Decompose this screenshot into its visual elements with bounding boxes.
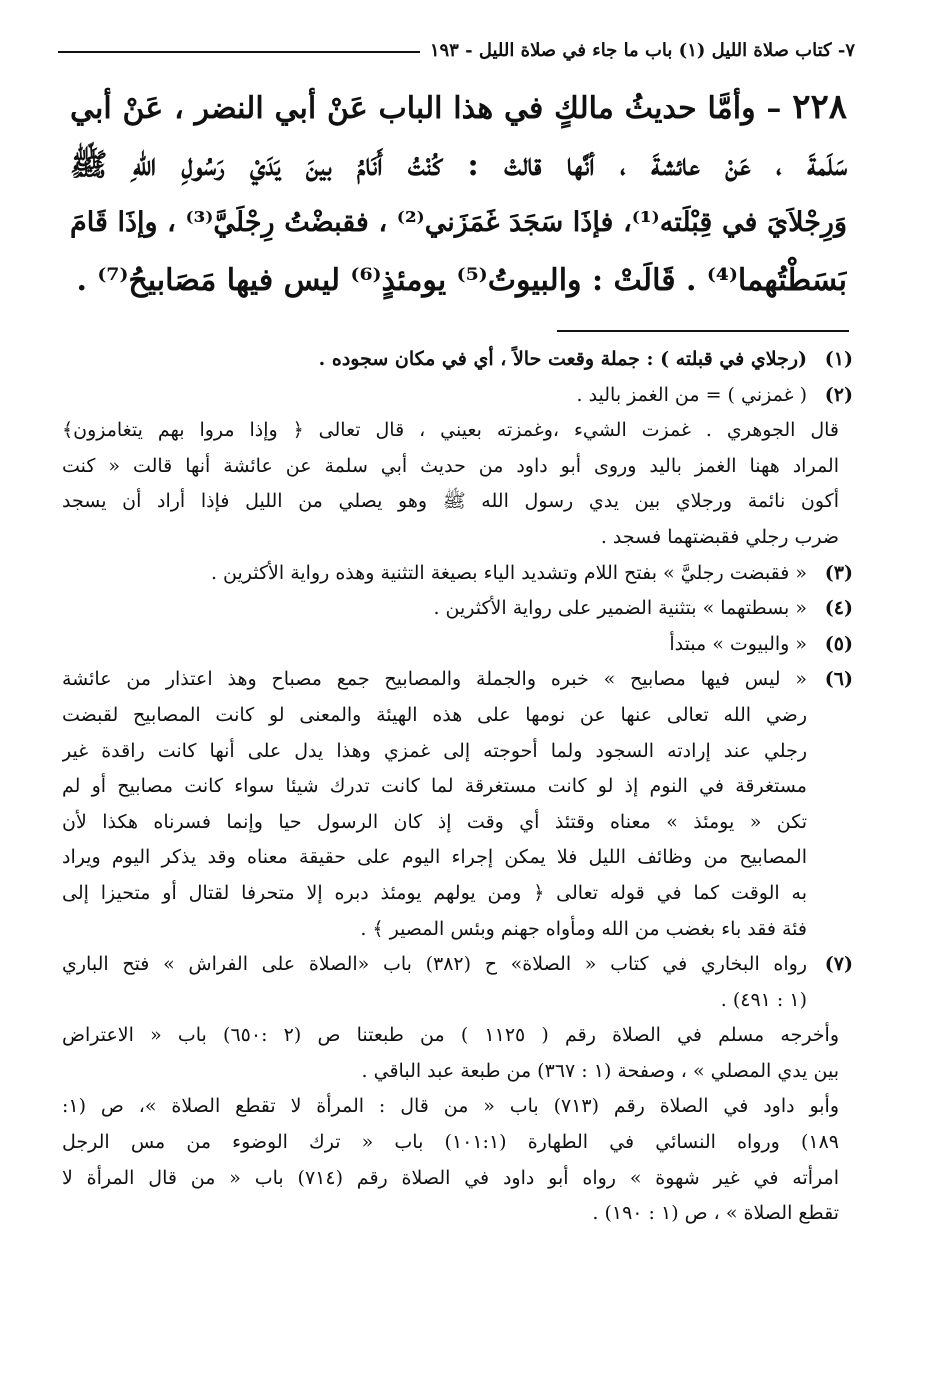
hadith-line-text: – وأمَّا حديثُ مالكٍ في هذا الباب عَنْ أبي النضر ، عَنْ أبي — [70, 91, 782, 126]
footnote-number: (٤) — [824, 597, 853, 620]
footnotes — [62, 342, 853, 1232]
header-rule — [58, 51, 420, 53]
footnote-line: فئة فقد باء بغضب من الله ومأواه جهنم وبئس المصير ﴾ . — [360, 917, 807, 940]
footnote-7-continuation-abudawud — [62, 1089, 853, 1231]
footnote-3 — [62, 556, 853, 592]
footnote-5 — [62, 627, 853, 663]
footnote-1 — [62, 342, 853, 378]
footnote-line: وأبو داود في الصلاة رقم (٧١٣) باب « من قال : المرأة لا تقطع الصلاة »، ص (١: — [62, 1095, 839, 1118]
footnote-line: « والبيوت » مبتدأ — [669, 632, 807, 655]
footnote-line: « ليس فيها مصابيح » خبره والجملة والمصابيح جمع مصباح وهذ اعتذار من عائشة — [62, 668, 807, 691]
footnote-number: (٦) — [824, 668, 853, 691]
footnote-line: امرأته في غير شهوة » رواه أبو داود في الصلاة رقم (٧١٤) باب « من قال المرأة لا — [62, 1166, 839, 1189]
footnote-7-continuation-muslim — [62, 1018, 853, 1089]
footnote-line: (١ : ٤٩١) . — [720, 988, 807, 1011]
footnote-line: به الوقت كما في قوله تعالى ﴿ ومن يولهم يومئذ دبره إلا متحرفا لقتال أو متحيزا إلى — [62, 881, 807, 904]
hadith-text — [70, 78, 847, 310]
footnote-2 — [62, 378, 853, 414]
footnote-4 — [62, 591, 853, 627]
hadith-line: سَلَمةَ ، عَنْ عائشةَ ، أنَّها قالتْ : كُنْتُ أَنَامُ بينَ يَدَيْ رَسُولِ اللهِ ﷺ — [70, 147, 847, 183]
footnote-line: بين يدي المصلي » ، وصفحة (١ : ٣٦٧) من طبعة عبد الباقي . — [361, 1059, 839, 1082]
footnote-line: ١٨٩) ورواه النسائي في الطهارة (١٠١:١) باب « ترك الوضوء من مس الرجل — [62, 1131, 839, 1154]
footnote-2-continuation — [62, 413, 853, 555]
hadith-line: وَرِجْلاَيَ في قِبْلَته⁽¹⁾، فإذَا سَجَدَ غَمَزَني⁽²⁾ ، فقبضْتُ رِجْلَيَّ⁽³⁾ ، وإذَا قَامَ — [70, 207, 847, 238]
footnote-number: (٣) — [824, 561, 853, 584]
running-header — [58, 36, 855, 66]
footnote-line: تكن « يومئذ » معناه وقتئذ أي وقت إذ كان الرسول حيا وإنما فسرناه هكذا لأن — [62, 810, 807, 833]
footnote-line: مستغرقة في النوم إذ لو كانت مستغرقة لما كانت تدرك شيئا سواء كانت مصابيح أو لم — [62, 775, 807, 798]
footnote-line: المراد ههنا الغمز باليد وروى أبو داود من حديث أبي سلمة عن عائشة أنها قالت « كنت — [62, 454, 839, 477]
footnote-line: ( غمزني ) = من الغمز باليد . — [576, 383, 807, 406]
footnote-number: (٢) — [824, 383, 853, 406]
footnote-line: تقطع الصلاة » ، ص (١ : ١٩٠) . — [592, 1202, 839, 1225]
footnote-line: قال الجوهري . غمزت الشيء ،وغمزته بعيني ، قال تعالى ﴿ وإذا مروا بهم يتغامزون﴾ — [62, 419, 839, 442]
footnote-number: (٧) — [824, 953, 853, 976]
footnote-number: (١) — [824, 348, 853, 370]
footnote-7 — [62, 947, 853, 1018]
footnote-line: ضرب رجلي فقبضتهما فسجد . — [600, 525, 839, 548]
footnote-line: « بسطتهما » بتثنية الضمير على رواية الأكثرين . — [433, 597, 807, 620]
footnote-line: أكون نائمة ورجلاي بين يدي رسول الله ﷺ وهو يصلي من الليل فإذا أراد أن يسجد — [62, 490, 839, 513]
footnote-6 — [62, 662, 853, 947]
footnote-line: رضي الله تعالى عنها عن نومها على هذه الهيئة والمعنى لو كانت المصابيح لقبضت — [62, 703, 807, 726]
footnote-line: « فقبضت رجليَّ » بفتح اللام وتشديد الياء بصيغة التثنية وهذه رواية الأكثرين . — [210, 561, 807, 584]
footnote-line: وأخرجه مسلم في الصلاة رقم ( ١١٢٥ ) من طبعتنا ص (٢ :٦٥٠) باب « الاعتراض — [62, 1024, 839, 1047]
hadith-number: ٢٢٨ — [792, 87, 847, 127]
hadith-line — [70, 78, 847, 136]
running-title: ٧- كتاب صلاة الليل (١) باب ما جاء في صلاة الليل - ١٩٣ — [429, 40, 855, 61]
footnote-line: رواه البخاري في كتاب « الصلاة» ح (٣٨٢) باب «الصلاة على الفراش » فتح الباري — [62, 953, 807, 976]
footnote-line: رجلي عند إرادته السجود ولما أحوجته إلى غمزي وهذا يدل على أنها كانت راقدة غير — [62, 739, 807, 762]
footnote-line: المصابيح من وظائف الليل فلا يمكن إجراء اليوم على حقيقة معناه وقد يذكر اليوم ويراد — [62, 846, 807, 869]
footnote-separator — [557, 330, 849, 332]
hadith-line: بَسَطْتُهما⁽⁴⁾ . قَالَتْ : والبيوتُ⁽⁵⁾ يومئذٍ⁽⁶⁾ ليس فيها مَصَابيحُ⁽⁷⁾ . — [76, 263, 847, 298]
footnote-line: (رجلاي في قبلته ) : جملة وقعت حالاً ، أي في مكان سجوده . — [318, 348, 807, 370]
footnote-number: (٥) — [824, 632, 853, 655]
